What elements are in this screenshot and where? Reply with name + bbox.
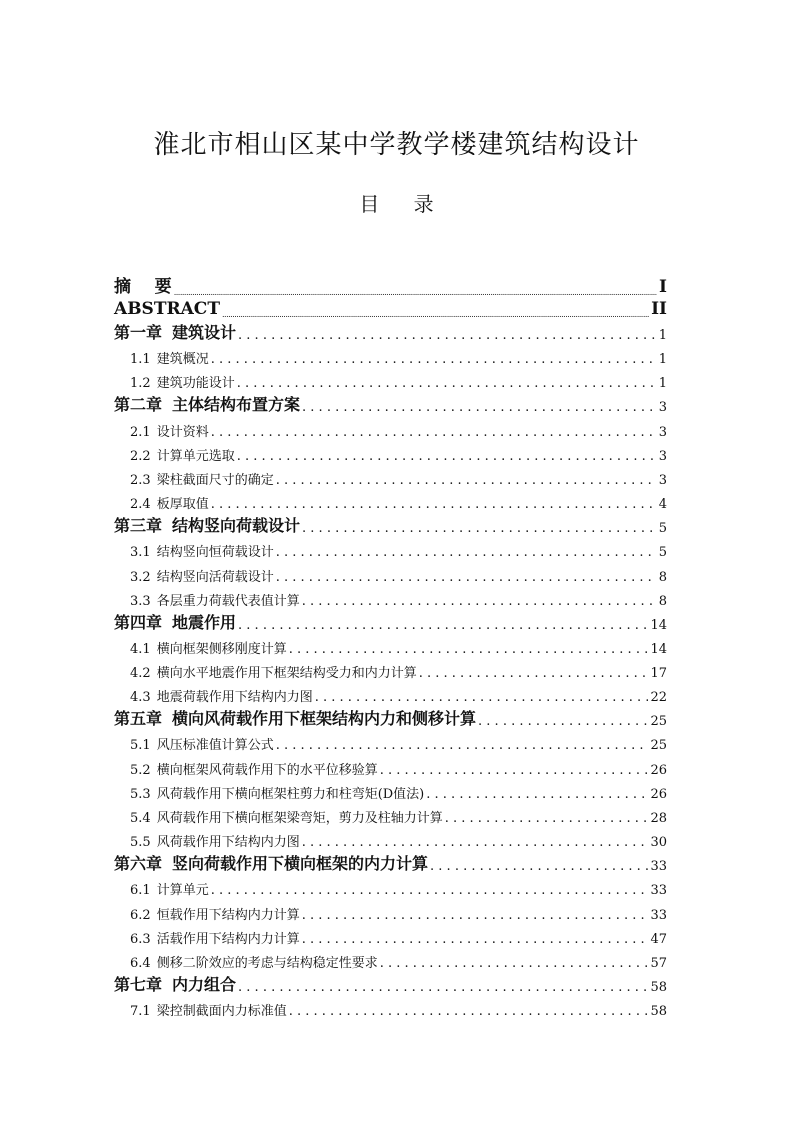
- toc-section[interactable]: [114, 923, 667, 947]
- toc-section-page: 28: [650, 811, 667, 826]
- toc-section-title: 横向水平地震作用下框架结构受力和内力计算: [156, 666, 417, 682]
- dot-leader: [222, 310, 649, 319]
- toc-chapter-label: [114, 610, 236, 633]
- toc-chapter-label: [114, 706, 476, 729]
- toc-entry-page: II: [651, 299, 667, 319]
- toc-section-number: 3.3: [130, 593, 151, 609]
- toc-chapter-number: 第一章: [114, 323, 163, 342]
- toc-section-title: 恒载作用下结构内力计算: [156, 907, 300, 923]
- toc-chapter-number: 第二章: [114, 395, 163, 415]
- toc-section-label: [130, 445, 235, 464]
- toc-section-page: 47: [650, 931, 667, 947]
- toc-chapter-label: [114, 851, 428, 874]
- toc-section-label: [130, 831, 300, 850]
- toc-chapter[interactable]: [114, 319, 667, 343]
- toc-section-page: 25: [650, 738, 667, 754]
- dot-leader: [289, 1004, 649, 1019]
- toc-section-number: 2.1: [130, 424, 151, 440]
- toc-section[interactable]: [114, 898, 667, 922]
- toc-section-title: 横向框架风荷载作用下的水平位移验算: [156, 762, 378, 778]
- toc-entry-page: I: [659, 277, 667, 297]
- toc-section-label: [130, 541, 274, 560]
- toc-section-page: 26: [650, 762, 667, 778]
- toc-section-page: 4: [658, 497, 667, 513]
- toc-section-title: 建筑功能设计: [156, 376, 235, 392]
- toc-section-page: 8: [658, 569, 667, 585]
- toc-section-title: 活载作用下结构内力计算: [156, 931, 300, 947]
- toc-section[interactable]: [114, 343, 667, 367]
- toc-section-number: 5.5: [130, 835, 151, 851]
- toc-section[interactable]: [114, 367, 667, 391]
- toc-section-label: [130, 493, 209, 512]
- dot-leader: [302, 932, 649, 947]
- toc-section-number: 5.1: [130, 738, 151, 754]
- toc-section[interactable]: [114, 440, 667, 464]
- dot-leader: [478, 714, 648, 729]
- toc-chapter-page: 3: [658, 400, 667, 416]
- toc-chapter-label: [114, 513, 300, 536]
- toc-section-number: 5.2: [130, 762, 151, 778]
- toc-section-label: [130, 1000, 287, 1019]
- toc-section-number: 1.2: [130, 376, 151, 392]
- toc-section-label: [130, 952, 378, 971]
- toc-chapter-label: [114, 972, 236, 995]
- toc-chapter[interactable]: [114, 705, 667, 729]
- toc-section-page: 22: [650, 690, 667, 706]
- toc-section-title: 设计资料: [156, 424, 209, 440]
- toc-section-title: 结构竖向活荷载设计: [156, 569, 274, 585]
- toc-section-label: [130, 759, 378, 778]
- toc-section-title: 各层重力荷载代表值计算: [156, 593, 300, 609]
- toc-section-number: 7.1: [130, 1004, 151, 1020]
- toc-section-title: 横向框架侧移刚度计算: [156, 641, 287, 657]
- toc-chapter-title: 结构竖向荷载设计: [172, 516, 301, 536]
- toc-section-title: 建筑概况: [156, 352, 209, 368]
- toc-section-page: 33: [650, 907, 667, 923]
- dot-leader: [238, 618, 648, 633]
- toc-chapter-page: 58: [650, 979, 667, 995]
- toc-section-page: 26: [650, 786, 667, 802]
- toc-section-label: [130, 662, 417, 681]
- dot-leader: [302, 521, 657, 536]
- toc-section-number: 6.2: [130, 907, 151, 923]
- toc-chapter-title: 主体结构布置方案: [172, 395, 301, 415]
- toc-chapter-number: 第三章: [114, 516, 163, 536]
- toc-section-page: 30: [650, 835, 667, 851]
- toc-chapter-label: [114, 392, 300, 415]
- toc-chapter[interactable]: [114, 609, 667, 633]
- toc-section-page: 14: [650, 641, 667, 657]
- toc-section[interactable]: [114, 995, 667, 1019]
- toc-chapter[interactable]: [114, 971, 667, 995]
- toc-section-title: 梁控制截面内力标准值: [156, 1004, 287, 1020]
- toc-section-label: [130, 783, 424, 802]
- toc-chapter[interactable]: [114, 850, 667, 874]
- toc-chapter-page: 25: [650, 714, 667, 730]
- dot-leader: [237, 376, 657, 391]
- toc-section-number: 2.3: [130, 472, 151, 488]
- toc-section-page: 3: [658, 424, 667, 440]
- toc-section-label: [130, 928, 300, 947]
- toc-section[interactable]: [114, 585, 667, 609]
- toc-section-page: 58: [650, 1004, 667, 1020]
- toc-section-page: 8: [658, 593, 667, 609]
- toc-section-label: [130, 734, 274, 753]
- toc-section-label: [130, 638, 287, 657]
- toc-entry-label: 摘 要: [114, 277, 172, 297]
- toc-chapter[interactable]: [114, 512, 667, 536]
- toc-section-number: 5.4: [130, 811, 151, 826]
- dot-leader: [276, 738, 649, 753]
- toc-section[interactable]: [114, 826, 667, 850]
- dot-leader: [289, 642, 649, 657]
- toc-section-page: 1: [658, 376, 667, 392]
- toc-section-page: 17: [650, 666, 667, 682]
- dot-leader: [211, 883, 649, 898]
- toc-section-title: 计算单元: [156, 883, 209, 899]
- toc-section-number: 2.2: [130, 448, 151, 464]
- toc-chapter-label: [114, 320, 236, 343]
- toc-section-label: [130, 879, 209, 898]
- toc-section-number: 1.1: [130, 352, 151, 368]
- toc-section-number: 4.1: [130, 641, 151, 657]
- toc-section-title: 侧移二阶效应的考虑与结构稳定性要求: [156, 955, 378, 971]
- dot-leader: [211, 352, 657, 367]
- dot-leader: [238, 980, 648, 995]
- dot-leader: [426, 787, 648, 802]
- toc-section[interactable]: [114, 464, 667, 488]
- toc-chapter-title: 横向风荷载作用下框架结构内力和侧移计算: [172, 709, 477, 729]
- toc-section-number: 3.2: [130, 569, 151, 585]
- toc-section-label: [130, 807, 443, 826]
- toc-chapter-title: 地震作用: [172, 612, 237, 632]
- toc-chapter-title: 竖向荷载作用下横向框架的内力计算: [172, 854, 429, 874]
- toc-chapter-title: 建筑设计: [172, 323, 237, 342]
- toc-chapter-page: 14: [650, 617, 667, 633]
- toc-section-number: 6.3: [130, 931, 151, 947]
- toc-section[interactable]: [114, 778, 667, 802]
- toc-section[interactable]: [114, 488, 667, 512]
- dot-leader: [430, 859, 648, 874]
- toc-section-number: 4.3: [130, 690, 151, 706]
- dot-leader: [237, 449, 657, 464]
- toc-chapter-number: 第五章: [114, 709, 163, 729]
- toc-section-title: 地震荷载作用下结构内力图: [156, 690, 313, 706]
- dot-leader: [380, 763, 649, 778]
- toc-section-title: 计算单元选取: [156, 448, 235, 464]
- dot-leader: [276, 545, 657, 560]
- dot-leader: [302, 594, 657, 609]
- toc-section-label: [130, 590, 300, 609]
- toc-section-label: [130, 348, 209, 367]
- toc-section-page: 3: [658, 472, 667, 488]
- toc-section[interactable]: [114, 633, 667, 657]
- toc-chapter-number: 第四章: [114, 612, 163, 632]
- document-title: 淮北市相山区某中学教学楼建筑结构设计: [153, 130, 640, 160]
- toc-section-number: 4.2: [130, 666, 151, 682]
- toc-section-page: 33: [650, 883, 667, 899]
- toc-section-page: 1: [658, 352, 667, 368]
- toc-section-number: 6.4: [130, 955, 151, 971]
- toc-entry-label: ABSTRACT: [114, 299, 220, 319]
- toc-section[interactable]: [114, 874, 667, 898]
- toc-section[interactable]: [114, 536, 667, 560]
- toc-section[interactable]: [114, 657, 667, 681]
- toc-chapter-page: 5: [658, 521, 667, 537]
- toc-section[interactable]: [114, 560, 667, 584]
- dot-leader: [302, 400, 657, 415]
- toc-chapter-number: 第六章: [114, 854, 163, 874]
- toc-chapter-page: 1: [658, 328, 667, 343]
- toc-section[interactable]: [114, 947, 667, 971]
- toc-chapter[interactable]: [114, 391, 667, 415]
- dot-leader: [315, 690, 649, 705]
- toc-section-label: [130, 904, 300, 923]
- dot-leader: [380, 956, 649, 971]
- dot-leader: [276, 473, 657, 488]
- toc-section-number: 6.1: [130, 883, 151, 899]
- toc-section-page: 3: [658, 448, 667, 464]
- toc-section-page: 5: [658, 545, 667, 561]
- toc-chapter-number: 第七章: [114, 974, 163, 994]
- dot-leader: [445, 811, 649, 826]
- toc-section-title: 风荷载作用下横向框架梁弯矩，剪力及柱轴力计算: [156, 811, 443, 826]
- toc-section[interactable]: [114, 753, 667, 777]
- toc-section-page: 57: [650, 955, 667, 971]
- toc-chapter-title: 内力组合: [172, 974, 237, 994]
- toc-section[interactable]: [114, 802, 667, 826]
- toc-section[interactable]: [114, 415, 667, 439]
- toc-section-number: 2.4: [130, 497, 151, 513]
- table-of-contents: [114, 271, 667, 1019]
- toc-chapter-page: 33: [650, 859, 667, 875]
- dot-leader: [302, 908, 649, 923]
- toc-heading: 目 录: [359, 192, 448, 216]
- toc-section[interactable]: [114, 681, 667, 705]
- toc-entry-abstract-cn[interactable]: [114, 271, 667, 297]
- toc-section[interactable]: [114, 729, 667, 753]
- toc-section-label: [130, 421, 209, 440]
- toc-section-title: 结构竖向恒荷载设计: [156, 545, 274, 561]
- toc-section-label: [130, 469, 274, 488]
- toc-section-number: 5.3: [130, 786, 151, 802]
- dot-leader: [302, 835, 649, 850]
- toc-entry-abstract-en[interactable]: [114, 297, 667, 319]
- toc-section-title: 风压标准值计算公式: [156, 738, 274, 754]
- dot-leader: [174, 288, 657, 297]
- dot-leader: [211, 425, 657, 440]
- toc-section-number: 3.1: [130, 545, 151, 561]
- toc-section-title: 风荷载作用下横向框架柱剪力和柱弯矩(D值法): [156, 786, 425, 802]
- dot-leader: [238, 328, 657, 343]
- dot-leader: [276, 570, 657, 585]
- toc-section-title: 板厚取值: [156, 497, 209, 513]
- toc-section-title: 梁柱截面尺寸的确定: [156, 472, 274, 488]
- toc-section-label: [130, 566, 274, 585]
- dot-leader: [419, 666, 649, 681]
- toc-section-label: [130, 372, 235, 391]
- toc-section-label: [130, 686, 313, 705]
- dot-leader: [211, 497, 657, 512]
- toc-section-title: 风荷载作用下结构内力图: [156, 835, 300, 851]
